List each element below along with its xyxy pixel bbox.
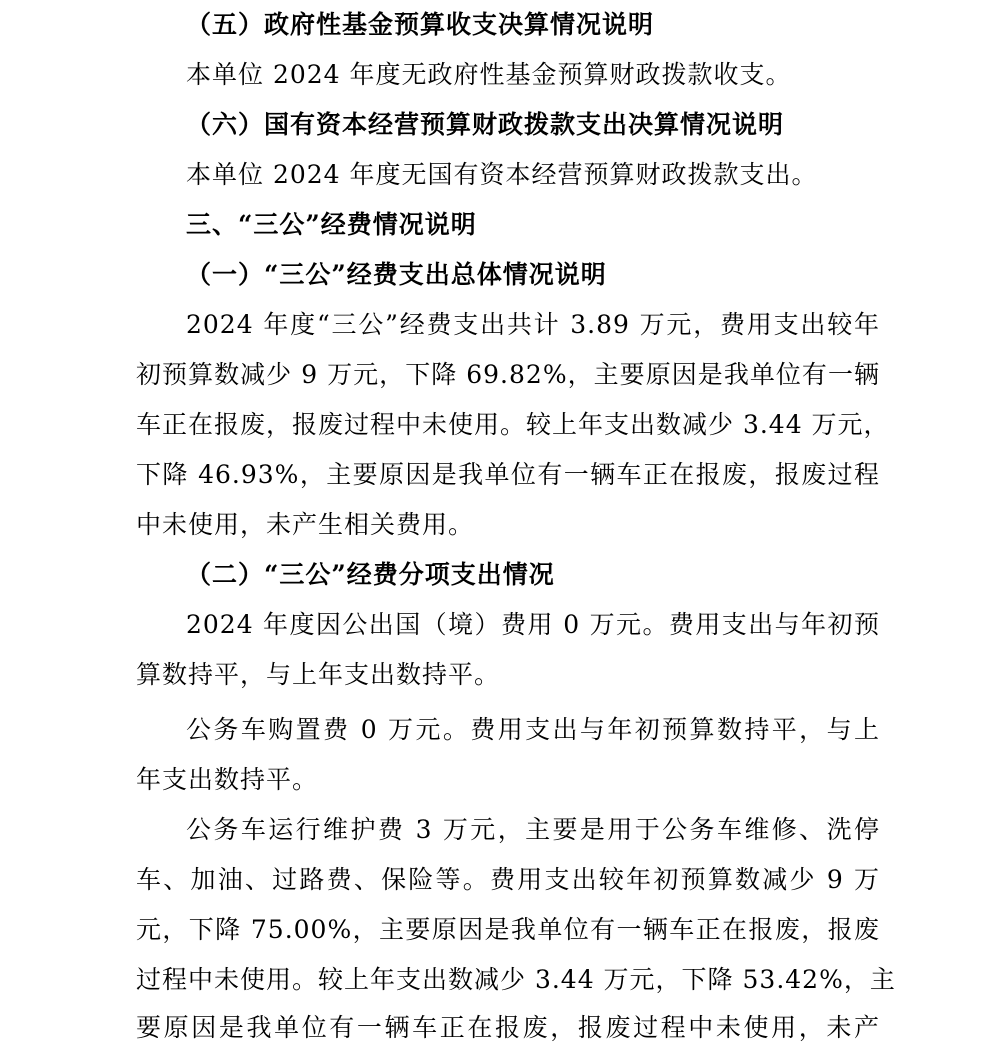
section-6-text: 本单位 2024 年度无国有资本经营预算财政拨款支出。 — [186, 160, 818, 189]
operation-line-1: 公务车运行维护费 3 万元，主要是用于公务车维修、洗停 — [186, 815, 880, 844]
operation-line-2: 车、加油、过路费、保险等。费用支出较年初预算数减少 9 万 — [136, 865, 880, 894]
subsection-2-heading: （二）“三公”经费分项支出情况 — [186, 560, 555, 589]
operation-line-4: 过程中未使用。较上年支出数减少 3.44 万元，下降 53.42%，主 — [136, 965, 896, 994]
section-6-heading: （六）国有资本经营预算财政拨款支出决算情况说明 — [186, 110, 785, 139]
operation-line-3: 元，下降 75.00%，主要原因是我单位有一辆车正在报废，报废 — [136, 915, 880, 944]
purchase-line-2: 年支出数持平。 — [136, 765, 319, 794]
part-3-heading: 三、“三公”经费情况说明 — [186, 210, 477, 239]
section-5-text: 本单位 2024 年度无政府性基金预算财政拨款收支。 — [186, 60, 792, 89]
subsection-1-line-1: 2024 年度“三公”经费支出共计 3.89 万元，费用支出较年 — [186, 310, 880, 339]
abroad-line-1: 2024 年度因公出国（境）费用 0 万元。费用支出与年初预 — [186, 610, 880, 639]
subsection-1-line-2: 初预算数减少 9 万元，下降 69.82%，主要原因是我单位有一辆 — [136, 360, 880, 389]
section-5-heading: （五）政府性基金预算收支决算情况说明 — [186, 10, 655, 39]
operation-line-5: 要原因是我单位有一辆车正在报废，报废过程中未使用，未产 — [136, 1013, 880, 1042]
abroad-line-2: 算数持平，与上年支出数持平。 — [136, 660, 501, 689]
subsection-1-line-5: 中未使用，未产生相关费用。 — [136, 510, 475, 539]
purchase-line-1: 公务车购置费 0 万元。费用支出与年初预算数持平，与上 — [186, 715, 880, 744]
subsection-1-line-4: 下降 46.93%，主要原因是我单位有一辆车正在报废，报废过程 — [136, 460, 880, 489]
subsection-1-line-3: 车正在报废，报废过程中未使用。较上年支出数减少 3.44 万元， — [136, 410, 890, 439]
subsection-1-heading: （一）“三公”经费支出总体情况说明 — [186, 260, 607, 289]
